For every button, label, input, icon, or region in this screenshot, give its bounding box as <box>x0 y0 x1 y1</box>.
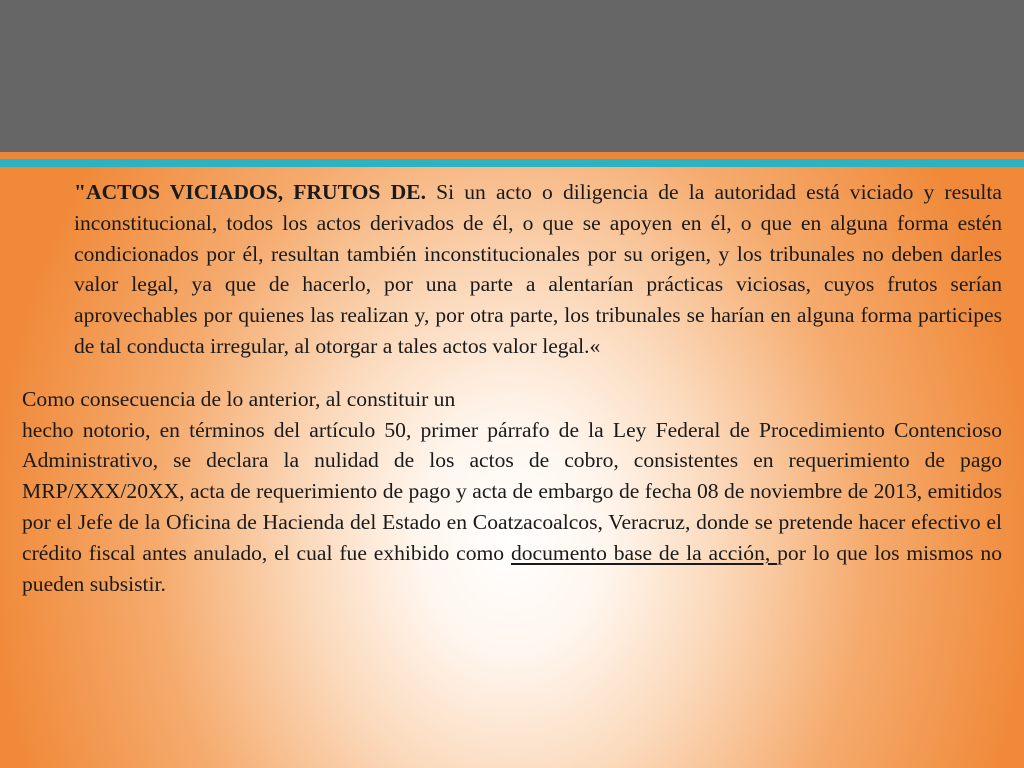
main-paragraph-ending: por lo que los mismos no pueden subsistir. <box>22 540 1002 596</box>
underlined-phrase: documento base de la acción, <box>510 540 778 565</box>
thesis-body: Si un acto o diligencia de la autoridad está viciado y resulta inconstitucional, todos los actos derivados de él, o que se apoyen en él, o que en alguna forma estén condicionados por él, resultan también inconstitucionales por su origen, y los tribunales no deben darles valor legal, ya que de hacerlo, por una parte a alentarían prácticas viciosas, cuyos frutos serían aprovechables por quienes las realizan y, por otra parte, los tribunales se harían en alguna forma participes de tal conducta irregular, al otorgar a tales actos valor legal.« <box>74 180 1002 358</box>
main-paragraph-text: hecho notorio, en términos del artículo 50, primer párrafo de la Ley Federal de Procedimiento Contencioso Administrativo, se declara la nulidad de los actos de cobro, consistentes en requerimiento de pago MRP/XXX/20XX, acta de requerimiento de pago y acta de embargo de fecha 08 de noviembre de 2013, emitidos por el Jefe de la Oficina de Hacienda del Estado en Coatzacoalcos, Veracruz, donde se pretende hacer efectivo el crédito fiscal antes anulado, el cual fue exhibido como <box>22 417 1002 565</box>
quoted-thesis <box>74 177 1002 362</box>
orange-stripe <box>0 152 1024 159</box>
slide-text <box>22 177 1002 599</box>
thesis-heading: "ACTOS VICIADOS, FRUTOS DE. <box>74 180 426 204</box>
main-paragraph <box>22 415 1002 600</box>
teal-stripe <box>0 159 1024 167</box>
intro-line: Como consecuencia de lo anterior, al constituir un <box>22 386 456 411</box>
header-band <box>0 0 1024 152</box>
